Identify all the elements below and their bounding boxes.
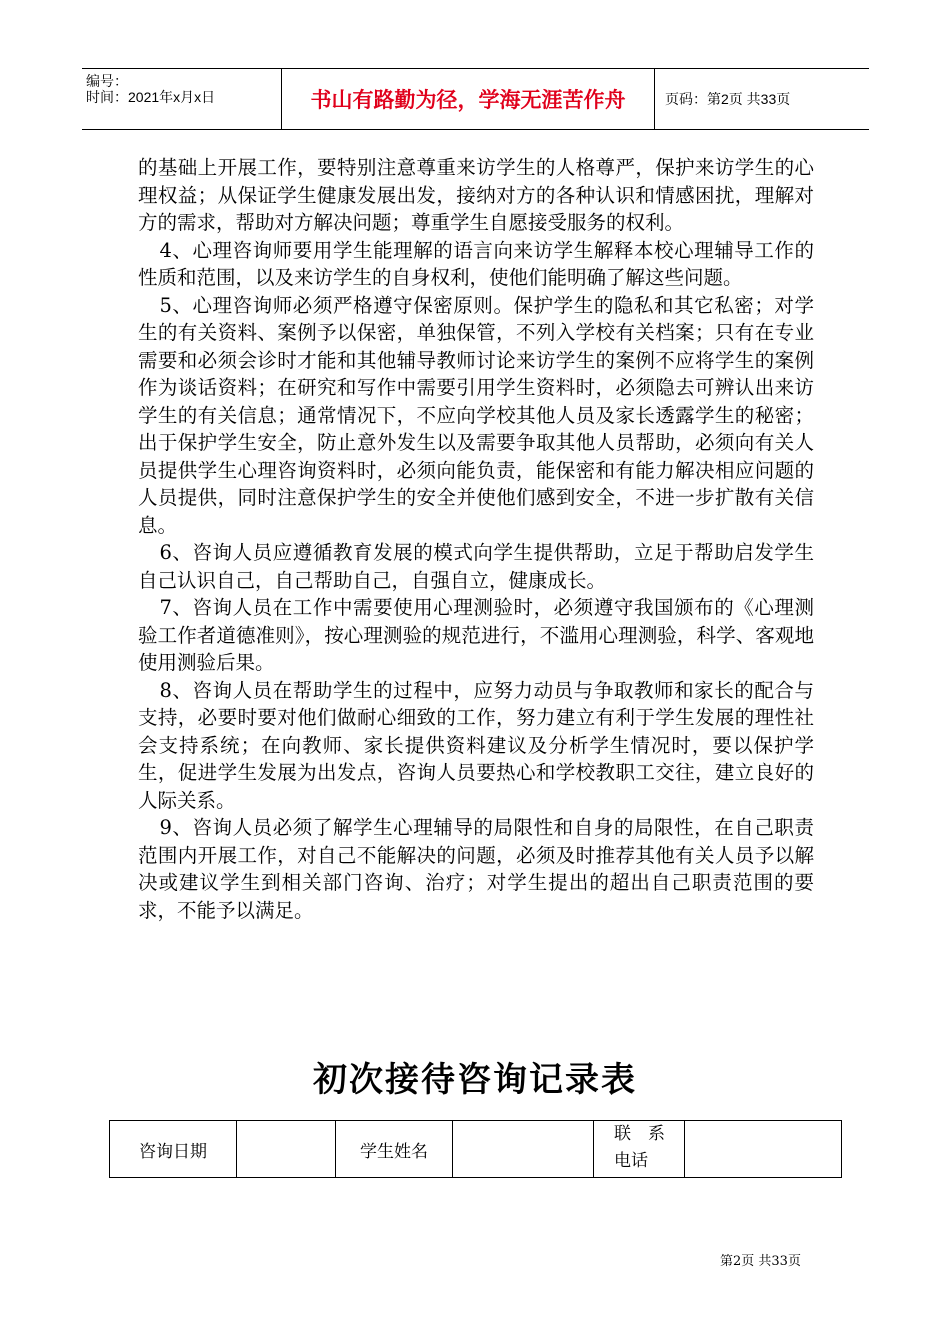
paragraph: 5、心理咨询师必须严格遵守保密原则。保护学生的隐私和其它私密；对学生的有关资料、案例予以保密，单独保管，不列入学校有关档案；只有在专业需要和必须会诊时才能和其他辅导教师讨论来访学生的案例不应将学生的案例作为谈话资料；在研究和写作中需要引用学生资料时，必须隐去可辨认出来访学生的有关信息；通常情况下，不应向学校其他人员及家长透露学生的秘密；出于保护学生安全，防止意外发生以及需要争取其他人员帮助，必须向有关人员提供学生心理咨询资料时，必须向能负责，能保密和有能力解决相应问题的人员提供，同时注意保护学生的安全并使他们感到安全，不进一步扩散有关信息。	[138, 293, 814, 537]
time-label: 时间：2021年x月x日	[86, 89, 216, 105]
name-value-cell[interactable]	[453, 1121, 594, 1178]
date-value-cell[interactable]	[237, 1121, 336, 1178]
paragraph: 的基础上开展工作，要特别注意尊重来访学生的人格尊严，保护来访学生的心理权益；从保证学生健康发展出发，接纳对方的各种认识和情感困扰，理解对方的需求，帮助对方解决问题；尊重学生自愿接受服务的权利。	[138, 156, 814, 234]
paragraph: 8、咨询人员在帮助学生的过程中，应努力动员与争取教师和家长的配合与支持，必要时要对他们做耐心细致的工作，努力建立有利于学生发展的理性社会支持系统；在向教师、家长提供资料建议及分析学生情况时，要以保护学生，促进学生发展为出发点，咨询人员要热心和学校教职工交往，建立良好的人际关系。	[138, 678, 814, 812]
paragraph: 7、咨询人员在工作中需要使用心理测验时，必须遵守我国颁布的《心理测验工作者道德准则》，按心理测验的规范进行，不滥用心理测验，科学、客观地使用测验后果。	[138, 596, 814, 674]
phone-value-cell[interactable]	[685, 1121, 842, 1178]
table-row	[110, 1121, 842, 1178]
paragraph: 9、咨询人员必须了解学生心理辅导的局限性和自身的局限性，在自己职责范围内开展工作，对自己不能解决的问题，必须及时推荐其他有关人员予以解决或建议学生到相关部门咨询、治疗；对学生提出的超出自己职责范围的要求，不能予以满足。	[138, 816, 814, 922]
consultation-record-table	[109, 1120, 842, 1178]
phone-label-line2: 电话	[614, 1151, 648, 1171]
date-label-cell	[110, 1121, 237, 1178]
name-label-cell	[336, 1121, 453, 1178]
phone-label-line1: 联 系	[614, 1124, 665, 1144]
document-body	[138, 154, 814, 924]
name-label: 学生姓名	[360, 1141, 428, 1162]
paragraph: 4、心理咨询师要用学生能理解的语言向来访学生解释本校心理辅导工作的性质和范围，以及来访学生的自身权利，使他们能明确了解这些问题。	[138, 238, 814, 289]
date-label: 咨询日期	[139, 1141, 207, 1162]
page-header	[82, 68, 869, 130]
page-footer: 第2页 共33页	[720, 1254, 801, 1269]
code-label: 编号：	[86, 73, 128, 89]
form-title: 初次接待咨询记录表	[313, 1060, 637, 1100]
phone-label-cell	[594, 1121, 685, 1178]
header-meta	[82, 69, 282, 129]
header-motto: 书山有路勤为径，学海无涯苦作舟	[282, 69, 655, 129]
paragraph: 6、咨询人员应遵循教育发展的模式向学生提供帮助，立足于帮助启发学生自己认识自己，自己帮助自己，自强自立，健康成长。	[138, 541, 814, 592]
header-page-info: 页码：第2页 共33页	[665, 91, 791, 107]
